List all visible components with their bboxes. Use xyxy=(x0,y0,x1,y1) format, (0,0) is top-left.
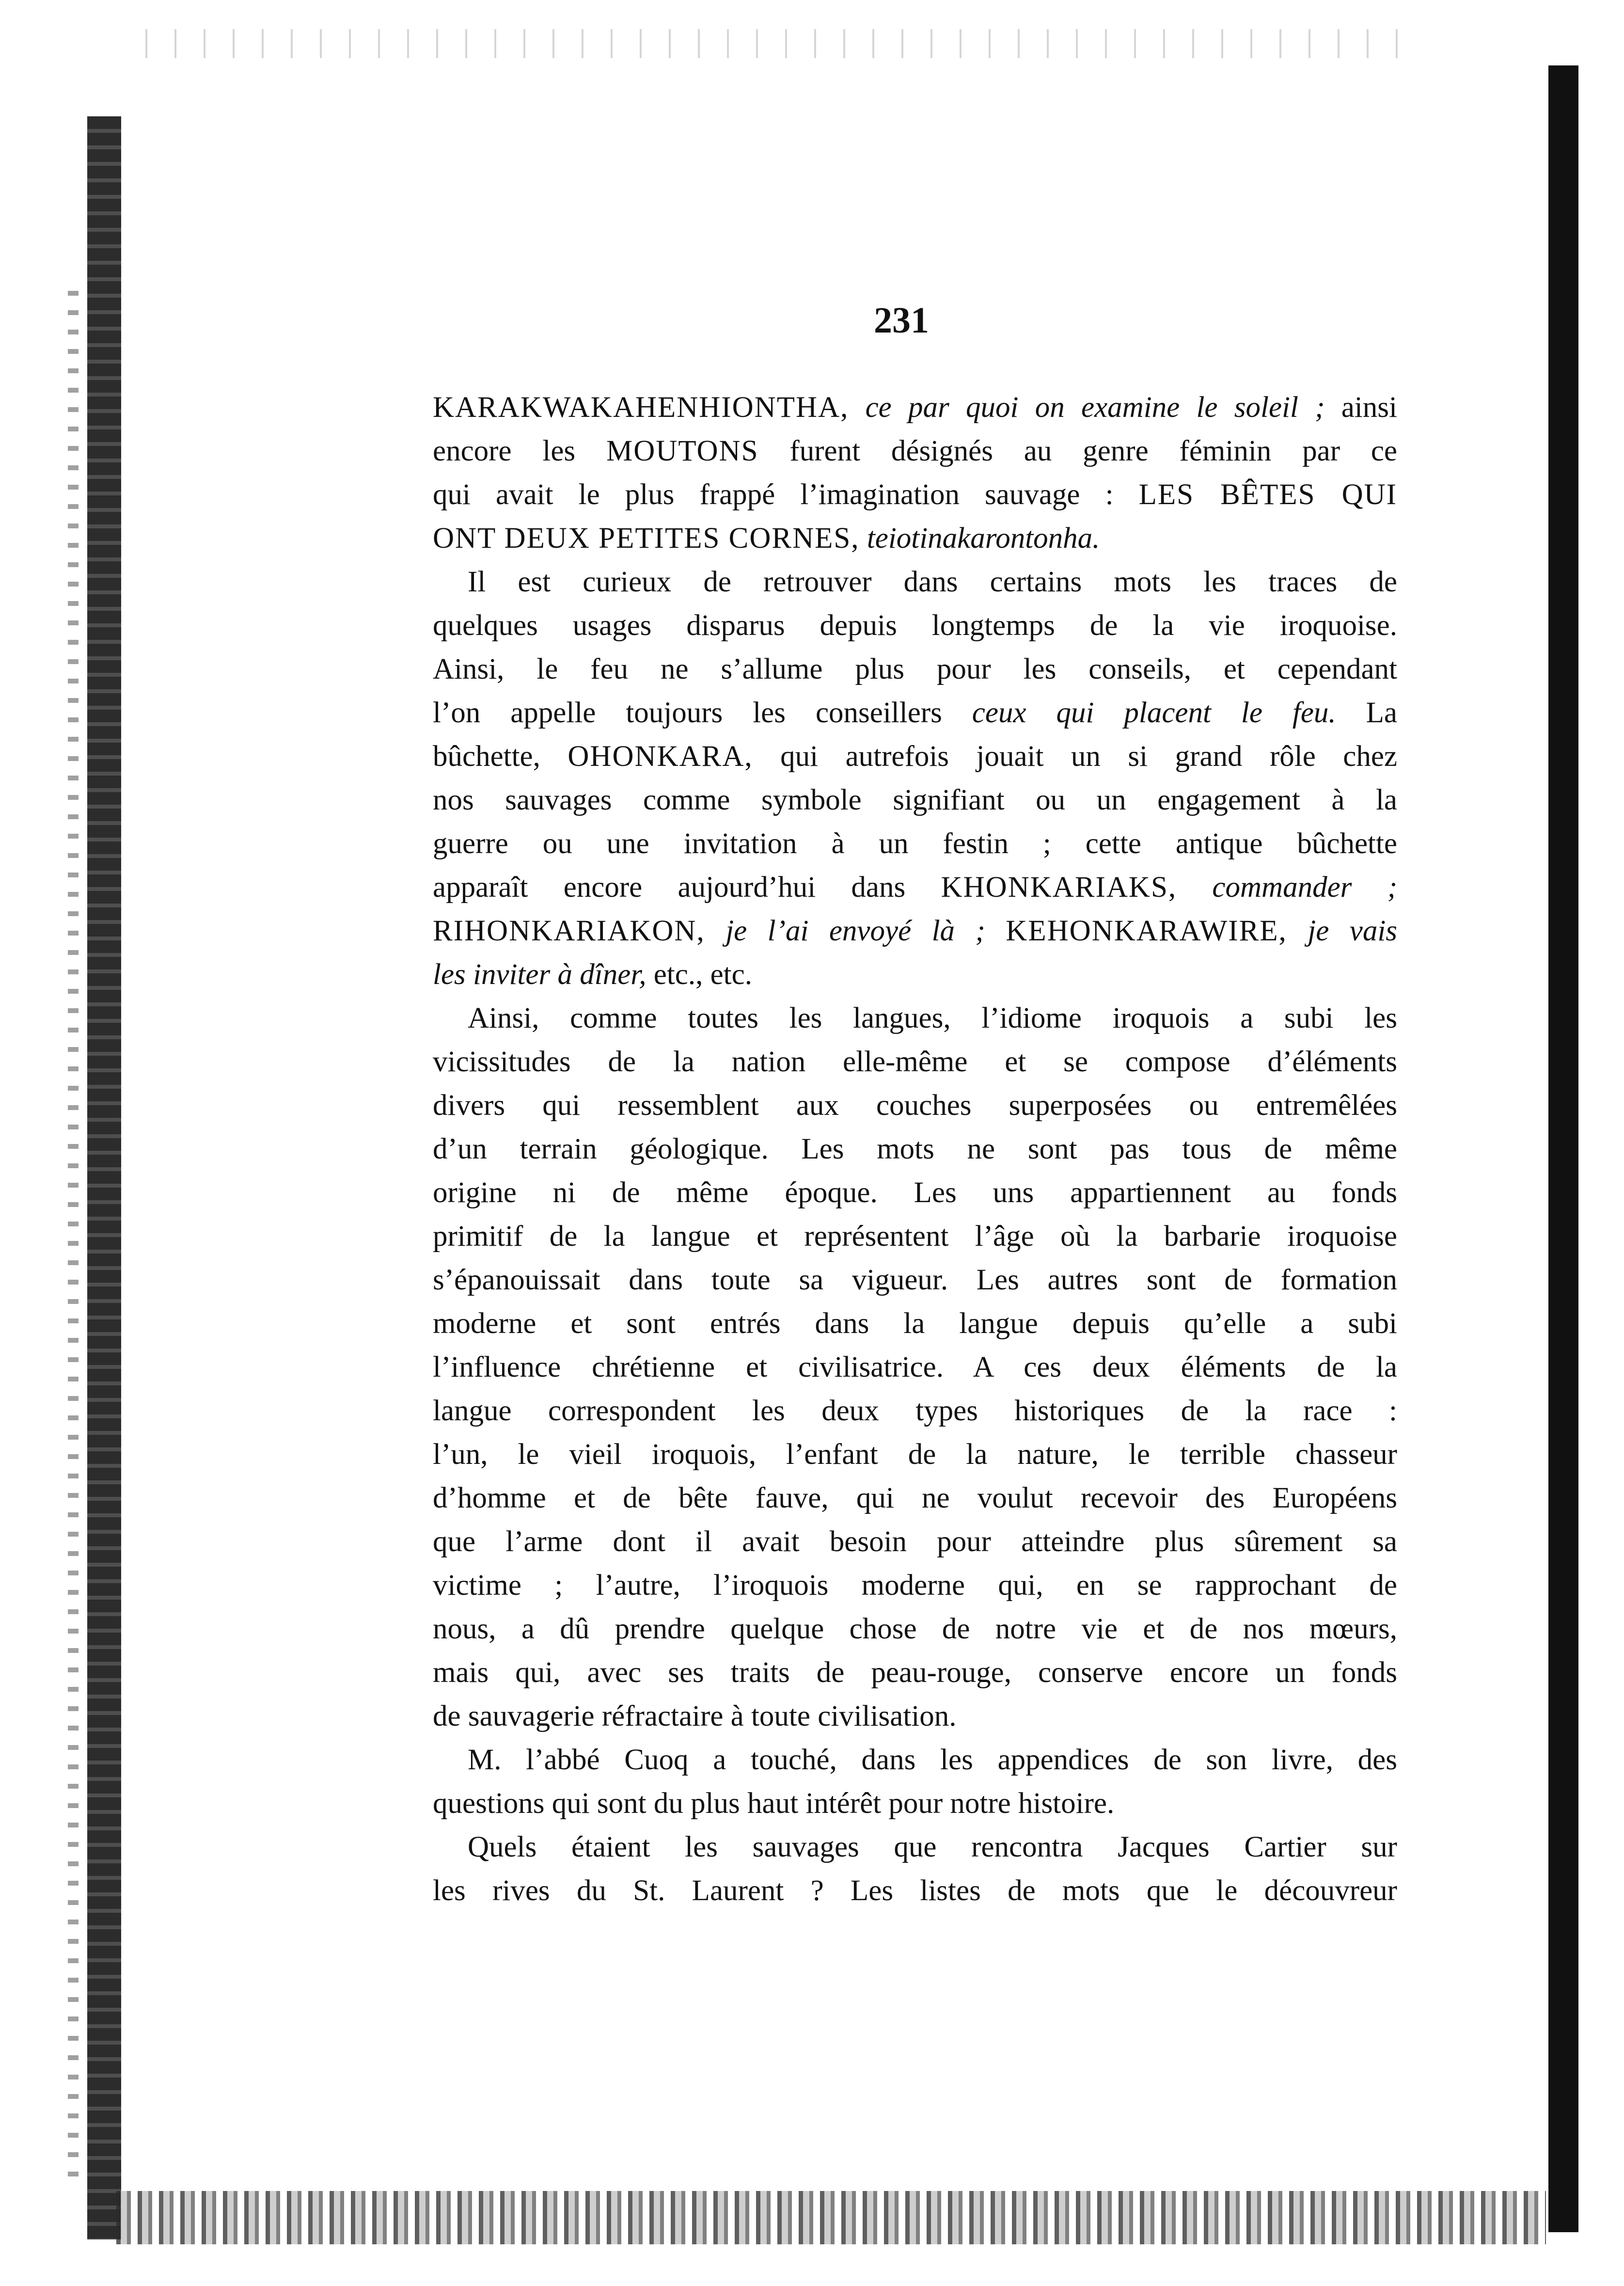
text-run: etc., etc. xyxy=(646,958,752,991)
text-line xyxy=(433,997,1397,1040)
italic-text: ce par quoi on examine le soleil ; xyxy=(865,391,1325,424)
text-run: quelques usages disparus depuis longtemps de la vie iroquoise. xyxy=(433,609,1397,642)
text-line xyxy=(433,1782,1397,1826)
text-line xyxy=(433,473,1397,517)
text-run: primitif de la langue et représentent l’âge où la barbarie iroquoise xyxy=(433,1220,1397,1253)
text-line xyxy=(433,1258,1397,1302)
text-run: victime ; l’autre, l’iroquois moderne qui, en se rapprochant de xyxy=(433,1569,1397,1602)
text-run: Ainsi, comme toutes les langues, l’idiome iroquois a subi les xyxy=(468,1002,1397,1034)
small-caps-term: MOUTONS xyxy=(606,435,759,467)
text-run: nous, a dû prendre quelque chose de notre vie et de nos mœurs, xyxy=(433,1613,1397,1645)
text-line xyxy=(433,1127,1397,1171)
text-line xyxy=(433,1084,1397,1127)
text-line xyxy=(433,1869,1397,1913)
text-run: questions qui sont du plus haut intérêt pour notre histoire. xyxy=(433,1787,1115,1820)
text-run: de sauvagerie réfractaire à toute civilisation. xyxy=(433,1700,957,1732)
text-line xyxy=(433,648,1397,691)
text-run: Ainsi, le feu ne s’allume plus pour les conseils, et cependant xyxy=(433,653,1397,685)
text-run: La xyxy=(1336,697,1397,729)
text-run xyxy=(985,915,1006,947)
text-line xyxy=(433,822,1397,866)
text-run: d’homme et de bête fauve, qui ne voulut recevoir des Européens xyxy=(433,1482,1397,1514)
text-run: guerre ou une invitation à un festin ; cette antique bûchette xyxy=(433,827,1397,860)
paragraph xyxy=(433,560,1397,997)
small-caps-term: LES BÊTES QUI xyxy=(1138,478,1397,511)
text-run: les rives du St. Laurent ? Les listes de mots que le découvreur xyxy=(433,1874,1397,1907)
italic-text: les inviter à dîner, xyxy=(433,958,646,991)
text-line xyxy=(433,1215,1397,1258)
text-line xyxy=(433,1302,1397,1346)
small-caps-term: ONT DEUX PETITES CORNES, xyxy=(433,522,860,555)
text-line xyxy=(433,866,1397,909)
text-run xyxy=(1287,915,1308,947)
text-run: divers qui ressemblent aux couches superposées ou entremêlées xyxy=(433,1089,1397,1122)
scan-edge-right xyxy=(1548,65,1578,2232)
text-line xyxy=(433,1738,1397,1782)
paragraph xyxy=(433,1826,1397,1913)
text-line xyxy=(433,1651,1397,1695)
small-caps-term: OHONKARA, xyxy=(568,740,753,773)
scan-edge-bottom xyxy=(116,2191,1546,2244)
page-number: 231 xyxy=(874,300,929,341)
text-run: qui autrefois jouait un si grand rôle chez xyxy=(753,740,1397,773)
italic-text: teiotinakarontonha. xyxy=(867,522,1100,555)
text-line xyxy=(433,953,1397,997)
text-run: mais qui, avec ses traits de peau-rouge, conserve encore un fonds xyxy=(433,1656,1397,1689)
text-line xyxy=(433,1826,1397,1869)
text-run: s’épanouissait dans toute sa vigueur. Les autres sont de formation xyxy=(433,1264,1397,1296)
text-run xyxy=(1177,871,1212,904)
text-run: origine ni de même époque. Les uns appartiennent au fonds xyxy=(433,1176,1397,1209)
text-line xyxy=(433,517,1397,560)
scan-edge-left-faint xyxy=(68,291,79,2181)
italic-text: je l’ai envoyé là ; xyxy=(725,915,985,947)
text-run: encore les xyxy=(433,435,606,467)
text-run: apparaît encore aujourd’hui dans xyxy=(433,871,941,904)
small-caps-term: RIHONKARIAKON, xyxy=(433,915,705,947)
text-run: d’un terrain géologique. Les mots ne sont pas tous de même xyxy=(433,1133,1397,1165)
text-line xyxy=(433,1520,1397,1564)
italic-text: ceux qui placent le feu. xyxy=(972,697,1336,729)
italic-text: je vais xyxy=(1308,915,1397,947)
text-run: l’influence chrétienne et civilisatrice. A ces deux éléments de la xyxy=(433,1351,1397,1383)
text-line xyxy=(433,1171,1397,1215)
text-line xyxy=(433,386,1397,429)
scan-edge-left xyxy=(87,116,121,2239)
text-run: que l’arme dont il avait besoin pour atteindre plus sûrement sa xyxy=(433,1525,1397,1558)
paragraph xyxy=(433,386,1397,560)
scan-edge-top xyxy=(145,29,1405,58)
text-line xyxy=(433,1476,1397,1520)
paragraph xyxy=(433,997,1397,1738)
text-line xyxy=(433,735,1397,778)
text-run: ainsi xyxy=(1324,391,1397,424)
text-line xyxy=(433,429,1397,473)
text-line xyxy=(433,1607,1397,1651)
text-line xyxy=(433,1389,1397,1433)
italic-text: commander ; xyxy=(1212,871,1397,904)
text-run: vicissitudes de la nation elle-même et se compose d’éléments xyxy=(433,1046,1397,1078)
text-run: l’un, le vieil iroquois, l’enfant de la nature, le terrible chasseur xyxy=(433,1438,1397,1471)
text-line xyxy=(433,1695,1397,1738)
text-line xyxy=(433,1040,1397,1084)
small-caps-term: KHONKARIAKS, xyxy=(941,871,1177,904)
small-caps-term: KARAKWAKAHENHIONTHA, xyxy=(433,391,849,424)
text-line xyxy=(433,560,1397,604)
text-run: Quels étaient les sauvages que rencontra Jacques Cartier sur xyxy=(468,1831,1397,1863)
text-run xyxy=(860,522,867,555)
text-run: langue correspondent les deux types historiques de la race : xyxy=(433,1395,1397,1427)
text-run: furent désignés au genre féminin par ce xyxy=(758,435,1397,467)
text-line xyxy=(433,909,1397,953)
paragraph xyxy=(433,1738,1397,1826)
text-run xyxy=(705,915,725,947)
text-line xyxy=(433,1346,1397,1389)
text-run xyxy=(849,391,865,424)
text-line xyxy=(433,604,1397,648)
text-run: nos sauvages comme symbole signifiant ou un engagement à la xyxy=(433,784,1397,816)
text-run: l’on appelle toujours les conseillers xyxy=(433,697,972,729)
text-run: Il est curieux de retrouver dans certains mots les traces de xyxy=(468,566,1397,598)
text-run: bûchette, xyxy=(433,740,568,773)
text-run: moderne et sont entrés dans la langue depuis qu’elle a subi xyxy=(433,1307,1397,1340)
text-line xyxy=(433,1564,1397,1607)
text-line xyxy=(433,691,1397,735)
text-line xyxy=(433,1433,1397,1476)
text-run: qui avait le plus frappé l’imagination sauvage : xyxy=(433,478,1139,511)
text-line xyxy=(433,778,1397,822)
small-caps-term: KEHONKARAWIRE, xyxy=(1006,915,1287,947)
body-text xyxy=(433,386,1397,1913)
text-run: M. l’abbé Cuoq a touché, dans les appendices de son livre, des xyxy=(468,1744,1397,1776)
